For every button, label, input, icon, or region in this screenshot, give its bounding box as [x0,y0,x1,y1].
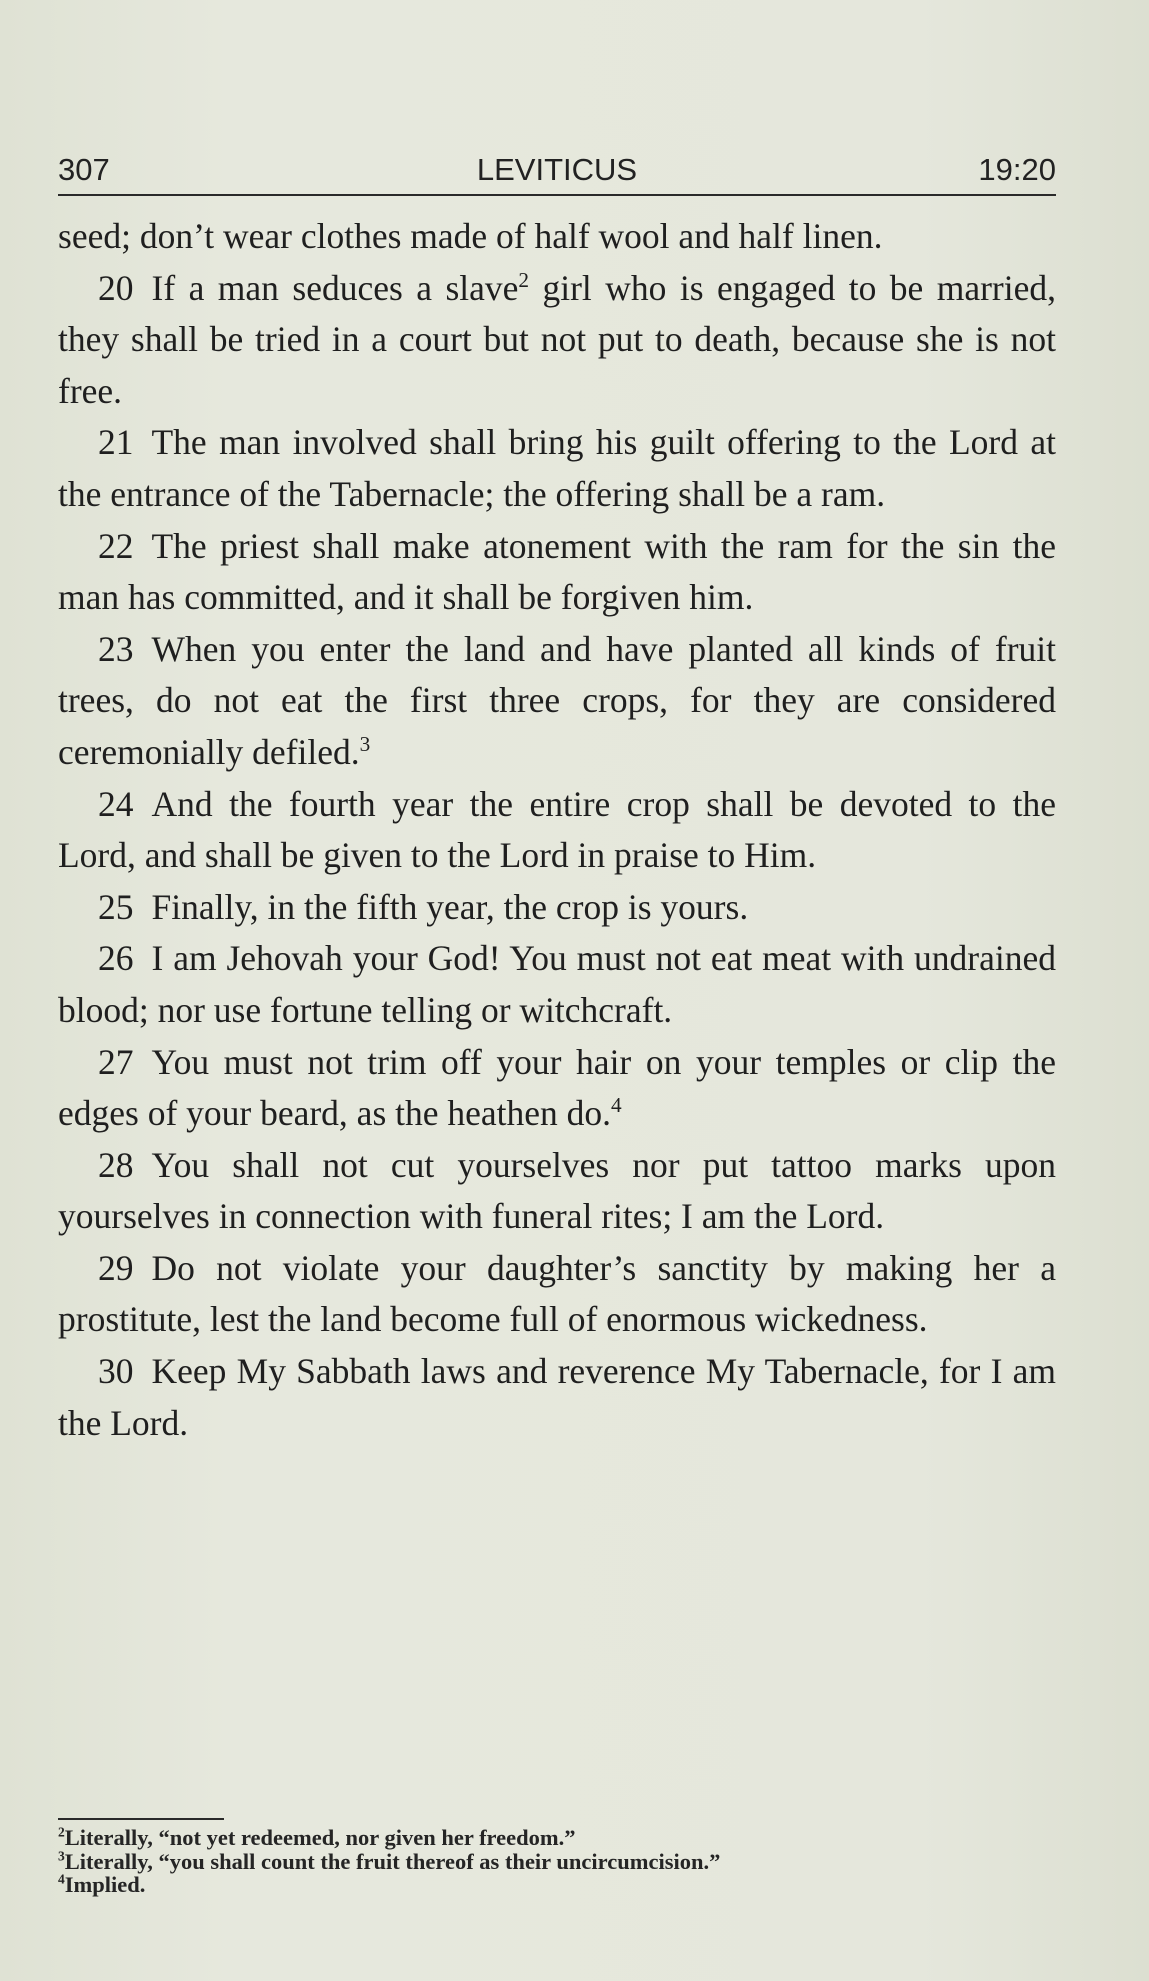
footnote-text: Literally, “not yet redeemed, nor given her freedom.” [64,1825,576,1850]
verse-number: 23 [98,628,134,669]
verse-paragraph [58,1243,1056,1346]
verse-paragraph [58,263,1056,418]
verse-paragraph [58,1140,1056,1243]
verse-list [58,263,1056,1450]
verse-number: 21 [98,422,134,463]
verse-number: 25 [98,886,134,927]
verse-paragraph [58,1346,1056,1449]
verse-text: When you enter the land and have planted all kinds of fruit trees, do not eat the first three crops, for they are considered ceremonially defiled. [58,628,1056,772]
scripture-text [58,211,1056,1449]
footnote-mark: 2 [58,1824,65,1840]
verse-number: 22 [98,525,134,566]
verse-number: 27 [98,1041,134,1082]
verse-text: I am Jehovah your God! You must not eat meat with undrained blood; nor use fortune telling or witchcraft. [58,938,1056,1030]
verse-paragraph [58,933,1056,1036]
footnote [58,1826,1058,1850]
footnote-text: Implied. [64,1872,146,1897]
verse-paragraph [58,882,1056,934]
verse-paragraph [58,1037,1056,1140]
verse-number: 28 [98,1144,134,1185]
verse-text: Finally, in the fifth year, the crop is yours. [151,886,749,927]
page-number: 307 [58,152,110,187]
verse-text: You must not trim off your hair on your temples or clip the edges of your beard, as the heathen do. [58,1041,1056,1134]
verse-paragraph [58,521,1056,624]
footnote [58,1850,1058,1874]
chapter-verse-reference: 19:20 [978,152,1056,187]
continuation-paragraph: seed; don’t wear clothes made of half wool and half linen. [58,216,883,256]
verse-text: If a man seduces a slave [151,267,519,308]
verse-paragraph [58,417,1056,520]
footnote-mark: 4 [58,1871,65,1887]
verse-number: 26 [98,938,134,979]
verse-paragraph [58,624,1056,779]
running-header [58,150,1056,196]
footnote-divider [58,1818,224,1820]
verse-text: Keep My Sabbath laws and reverence My Tabernacle, for I am the Lord. [58,1351,1056,1443]
verse-text: You shall not cut yourselves nor put tattoo marks upon yourselves in connection with funeral rites; I am the Lord. [58,1144,1056,1237]
footnotes [58,1826,1058,1897]
footnote-mark: 3 [58,1848,65,1863]
footnote-text: Literally, “you shall count the fruit thereof as their uncircumcision.” [64,1848,721,1874]
verse-paragraph [58,779,1056,882]
verse-text: Do not violate your daughter’s sanctity by making her a prostitute, lest the land become full of enormous wickedness. [58,1247,1056,1340]
verse-number: 29 [98,1247,134,1288]
footnote-reference: 2 [518,267,530,292]
verse-text: And the fourth year the entire crop shall be devoted to the Lord, and shall be given to the Lord in praise to Him. [58,783,1056,876]
verse-text: The priest shall make atonement with the ram for the sin the man has committed, and it shall be forgiven him. [58,525,1056,618]
footnote-reference: 4 [611,1093,622,1118]
footnote-reference: 3 [359,732,371,757]
verse-number: 24 [98,783,134,824]
verse-text-continued: girl who is engaged to be married, they shall be tried in a court but not put to death, because she is not free. [58,267,1056,411]
verse-number: 30 [98,1351,134,1392]
verse-number: 20 [98,267,134,308]
book-title: LEVITICUS [476,152,638,187]
verse-text: The man involved shall bring his guilt offering to the Lord at the entrance of the Tabernacle; the offering shall be a ram. [58,422,1056,514]
footnote [58,1873,1058,1897]
